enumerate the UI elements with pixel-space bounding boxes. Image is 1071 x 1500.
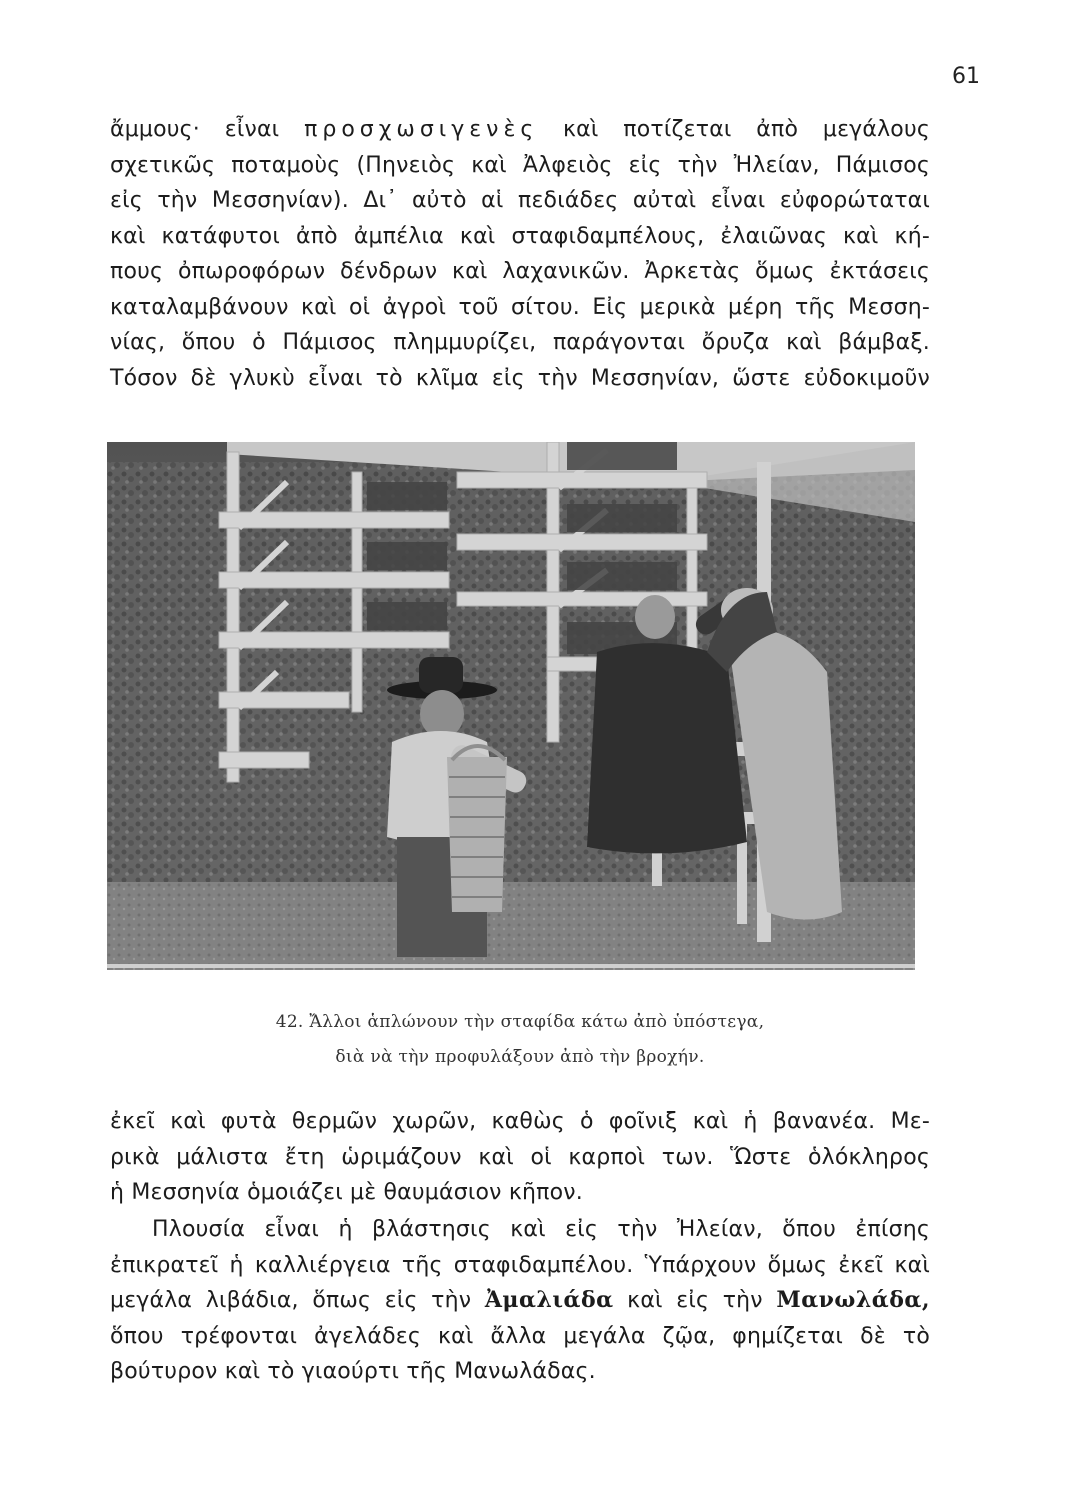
paragraph-1	[110, 112, 930, 396]
text-line: ἐπικρατεῖ ἡ καλλιέργεια τῆς σταφιδαμπέλου. Ὑπάρχουν ὅμως ἐκεῖ καὶ	[110, 1252, 930, 1278]
figure-photo	[107, 442, 915, 970]
figure-caption-line-2: διὰ νὰ τὴν προφυλάξουν ἀπὸ τὴν βροχήν.	[335, 1047, 705, 1067]
figure-caption-line-1: 42. Ἄλλοι ἁπλώνουν τὴν σταφίδα κάτω ἀπὸ ὑπόστεγα,	[275, 1012, 765, 1032]
text-line: καὶ κατάφυτοι ἀπὸ ἀμπέλια καὶ σταφιδαμπέλους, ἐλαιῶνας καὶ κή-	[110, 223, 930, 249]
text-line: ἡ Μεσσηνία ὁμοιάζει μὲ θαυμάσιον κῆπον.	[110, 1180, 583, 1205]
text-line: πους ὀπωροφόρων δένδρων καὶ λαχανικῶν. Ἀρκετὰς ὅμως ἐκτάσεις	[110, 259, 930, 284]
text-line: εἰς τὴν Μεσσηνίαν). Δι᾽ αὐτὸ αἱ πεδιάδες αὐταὶ εἶναι εὐφορώταται	[110, 188, 930, 213]
text-line: Πλουσία εἶναι ἡ βλάστησις καὶ εἰς τὴν Ἠλείαν, ὅπου ἐπίσης	[152, 1217, 930, 1242]
paragraph-3	[110, 1212, 930, 1390]
text-line: νίας, ὅπου ὁ Πάμισος πλημμυρίζει, παράγονται ὄρυζα καὶ βάμβαξ.	[110, 330, 930, 355]
paragraph-2	[110, 1104, 930, 1211]
text-line: ρικὰ μάλιστα ἔτη ὡριμάζουν καὶ οἱ καρποὶ των. Ὥστε ὁλόκληρος	[110, 1144, 930, 1170]
text-line: Τόσον δὲ γλυκὺ εἶναι τὸ κλῖμα εἰς τὴν Μεσσηνίαν, ὥστε εὐδοκιμοῦν	[110, 365, 930, 391]
text-line: μεγάλα λιβάδια, ὅπως εἰς τὴν Ἀμαλιάδα καὶ εἰς τὴν Μανωλάδα,	[110, 1287, 930, 1313]
text-line: ἐκεῖ καὶ φυτὰ θερμῶν χωρῶν, καθὼς ὁ φοῖνιξ καὶ ἡ βανανέα. Με-	[110, 1109, 930, 1134]
text-line: ἄμμους· εἶναι προσχωσιγενὲς καὶ ποτίζεται ἀπὸ μεγάλους	[110, 117, 931, 142]
text-line: βούτυρον καὶ τὸ γιαούρτι τῆς Μανωλάδας.	[110, 1359, 596, 1384]
spaced-term: προσχωσιγενὲς	[304, 117, 539, 142]
text-line: καταλαμβάνουν καὶ οἱ ἀγροὶ τοῦ σίτου. Εἰς μερικὰ μέρη τῆς Μεσση-	[110, 294, 930, 320]
place-name-amaliada: Ἀμαλιάδα	[484, 1287, 614, 1313]
text-line: ὅπου τρέφονται ἀγελάδες καὶ ἄλλα μεγάλα ζῷα, φημίζεται δὲ τὸ	[110, 1323, 930, 1349]
text-line: σχετικῶς ποταμοὺς (Πηνειὸς καὶ Ἀλφειὸς εἰς τὴν Ἠλείαν, Πάμισος	[110, 152, 930, 178]
place-name-manolada: Μανωλάδα,	[776, 1287, 930, 1313]
page-number: 61	[952, 64, 980, 89]
